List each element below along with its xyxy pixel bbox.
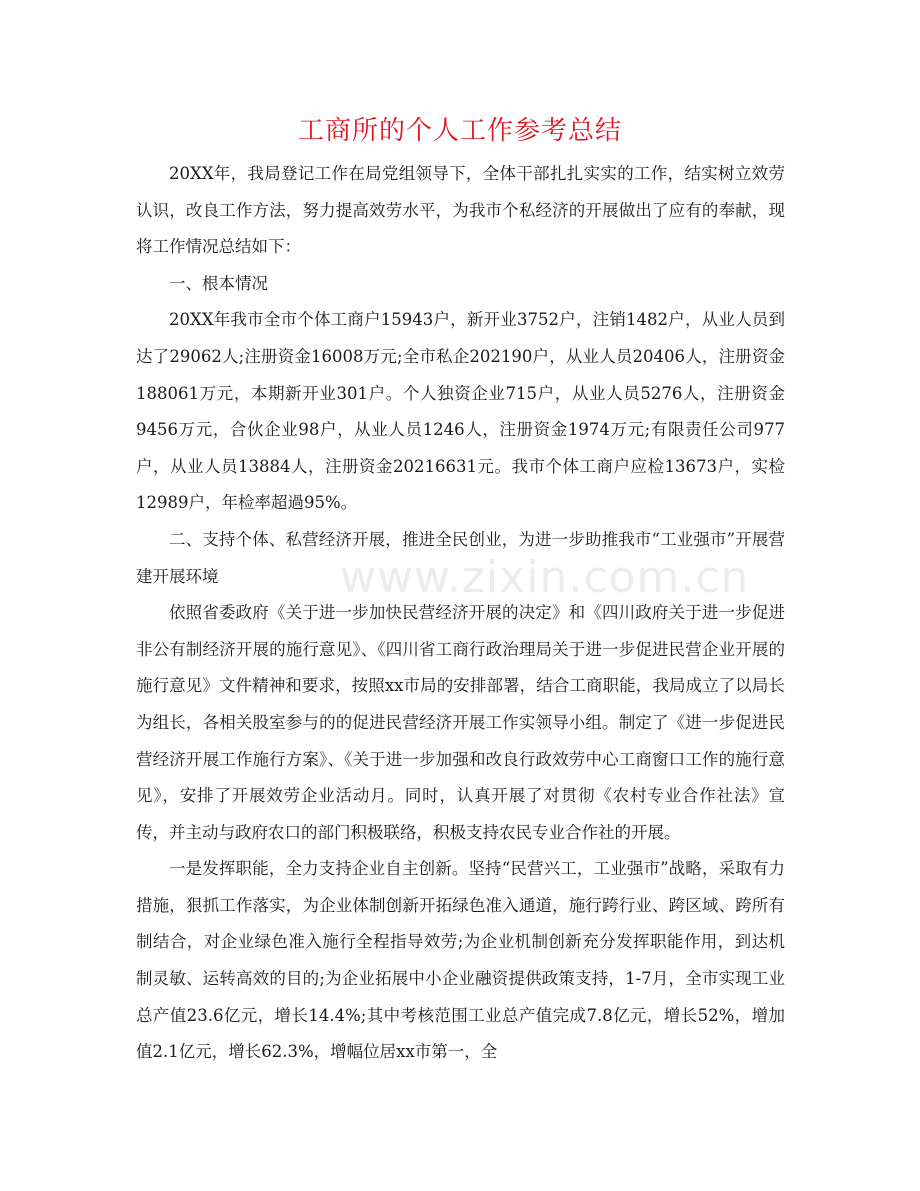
intro-paragraph: 20XX年，我局登记工作在局党组领导下，全体干部扎扎实实的工作，结实树立效劳认识，改良工作方法，努力提高效劳水平，为我市个私经济的开展做出了应有的奉献，现将工作情况总结如下： (136, 164, 785, 257)
document-title: 工商所的个人工作参考总结 (297, 116, 622, 146)
document-body (136, 156, 785, 1071)
innovation-paragraph: 一是发挥职能，全力支持企业自主创新。坚持“民营兴工，工业强市”战略，采取有力措施，狠抓工作落实，为企业体制创新开拓绿色准入通道，施行跨行业、跨区域、跨所有制结合，对企业绿色准入施行全程指导效劳;为企业机制创新充分发挥职能作用，到达机制灵敏、运转高效的目的;为企业拓展中小企业融资提供政策支持，1-7月，全市实现工业总产值23.6亿元，增长14.4%;其中考核范围工业总产值完成7.8亿元，增长52%，增加值2.1亿元，增长62.3%，增幅位居xx市第一，全 (136, 859, 785, 1062)
section-heading-support-development: 二、支持个体、私营经济开展，推进全民创业，为进一步助推我市“工业强市”开展营建开展环境 (136, 529, 785, 586)
section-heading-basic-situation: 一、根本情况 (169, 273, 268, 293)
watermark: www.zixin.com.cn (340, 552, 750, 603)
statistics-paragraph: 20XX年我市全市个体工商户15943户，新开业3752户，注销1482户，从业人员到达了29062人;注册资金16008万元;全市私企202190户，从业人员20406人，注册资金188061万元，本期新开业301户。个人独资企业715户，从业人员5276人，注册资金9456万元，合伙企业98户，从业人员1246人，注册资金1974万元;有限责任公司977户，从业人员13884人，注册资金20216631元。我市个体工商户应检13673户，实检12989户，年检率超過95%。 (136, 310, 785, 513)
policy-paragraph: 依照省委政府《关于进一步加快民营经济开展的决定》和《四川政府关于进一步促进非公有制经济开展的施行意见》、《四川省工商行政治理局关于进一步促进民营企业开展的施行意见》文件精神和要求，按照xx市局的安排部署，结合工商职能，我局成立了以局长为组长，各相关股室参与的的促进民营经济开展工作实领导小组。制定了《进一步促进民营经济开展工作施行方案》、《关于进一步加强和改良行政效劳中心工商窗口工作的施行意见》，安排了开展效劳企业活动月。同时，认真开展了对贯彻《农村专业合作社法》宣传，并主动与政府农口的部门积极联络，积极支持农民专业合作社的开展。 (136, 603, 785, 842)
